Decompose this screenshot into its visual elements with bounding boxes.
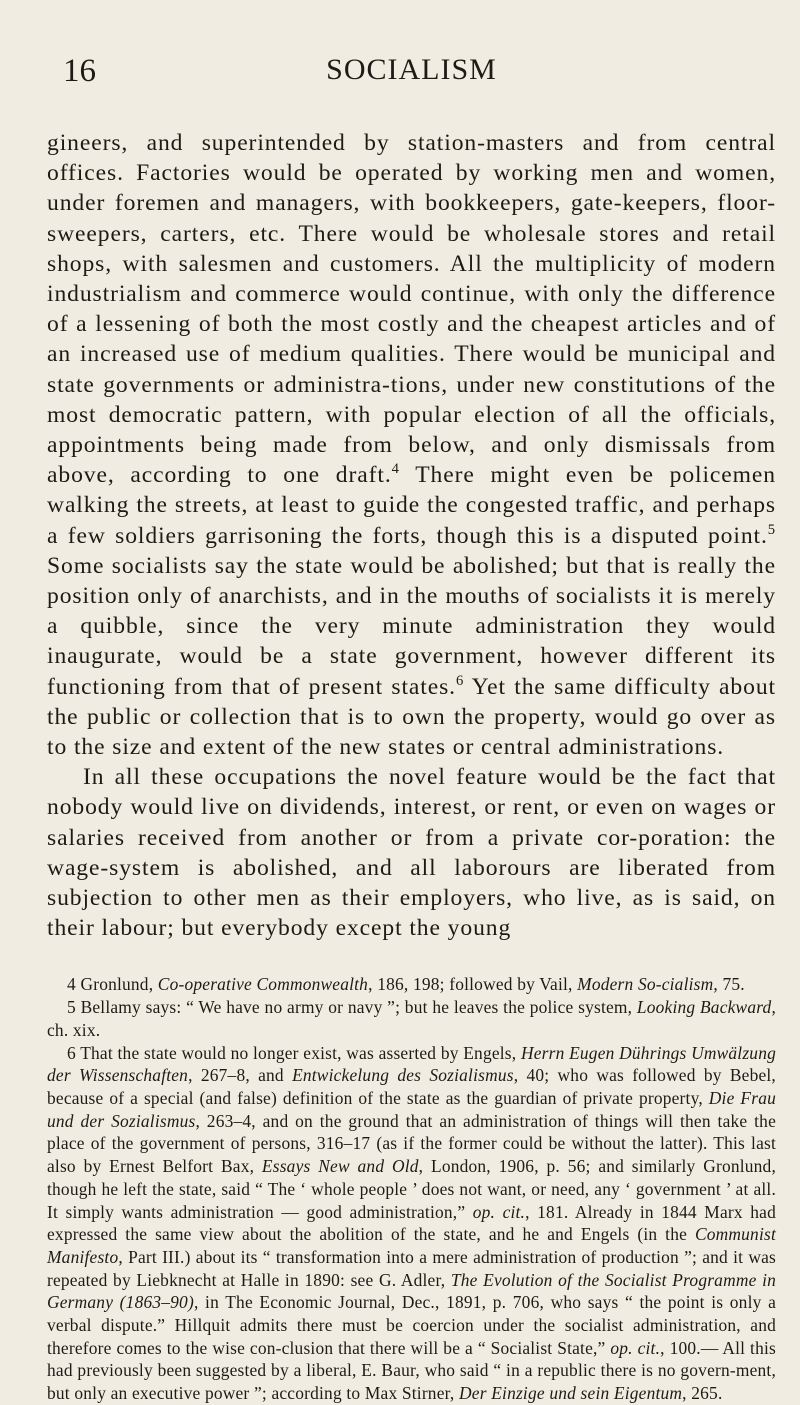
footnote-text: , 40; who was followed by Bebel, because of a special (and false) definition of the state as the guardian of private property, bbox=[47, 1065, 776, 1108]
footnote-text: , 267–8, and bbox=[188, 1065, 293, 1086]
page-number: 16 bbox=[63, 53, 96, 89]
footnote-title: Looking Backward bbox=[636, 997, 772, 1018]
footnote-5 bbox=[47, 996, 776, 1041]
body-paragraph-2: In all these occupations the novel feature would be the fact that nobody would live on dividends, interest, or rent, or even on wages or salaries received from another or from a private cor-poration: the wage-system is abolished, and all laborours are liberated from subjection to other men as their employers, who live, as is said, on their labour; but everybody except the young bbox=[47, 764, 776, 942]
footnote-text: , 265. bbox=[682, 1383, 723, 1404]
running-title: SOCIALISM bbox=[326, 53, 497, 86]
footnote-ref-4: 4 bbox=[391, 461, 400, 478]
body-text-segment: There might even be policemen walking the streets, at least to guide the congested traffic, and perhaps a few soldiers garrisoning the forts, though this is a disputed point. bbox=[47, 462, 776, 549]
footnote-title: op. cit. bbox=[472, 1201, 526, 1222]
body-text-segment: Some socialists say the state would be abolished; but that is really the position only of anarchists, and in the mouths of socialists it is merely a quibble, since the very minute administration they would inaugurate, would be a state government, however different its functioning from that of present states. bbox=[47, 552, 776, 700]
footnote-ref-5: 5 bbox=[767, 521, 776, 538]
footnote-text: , Part III.) about its “ transformation into a mere administration of production ”; and it was repeated by Liebknecht at Halle in 1890: see G. Adler, bbox=[47, 1246, 776, 1290]
footnote-text: , 75. bbox=[713, 974, 745, 995]
running-head bbox=[47, 0, 776, 89]
footnote-text: , London, 1906, p. 56; and similarly Gronlund, though he left the state, said “ The ‘ whole people ’ does not want, or need, any ‘ government ’ at all. It simply wants administration — good administration,” bbox=[47, 1156, 777, 1222]
footnote-title: Essays New and Old bbox=[261, 1156, 419, 1177]
footnote-text: 6 That the state would no longer exist, was asserted by Engels, bbox=[67, 1042, 521, 1063]
footnote-title: Die Frau und der Sozialismus bbox=[47, 1088, 776, 1131]
footnote-text: , 100.— All this had previously been suggested by a liberal, E. Baur, who said “ in a republic there is no govern-ment, but only an executive power ”; according to Max Stirner, bbox=[47, 1337, 776, 1404]
footnote-title: Communist Manifesto bbox=[47, 1224, 776, 1267]
footnote-text: , ch. xix. bbox=[47, 997, 777, 1040]
footnote-title: Herrn Eugen Dührings Umwälzung der Wissenschaften bbox=[47, 1042, 776, 1086]
footnote-4 bbox=[47, 973, 776, 996]
footnote-title: op. cit. bbox=[610, 1337, 661, 1358]
body-paragraph-1 bbox=[47, 128, 776, 762]
footnote-title: Der Einzige und sein Eigentum bbox=[459, 1383, 683, 1404]
footnote-title: Entwickelung des Sozialismus bbox=[292, 1065, 514, 1086]
footnote-title: Co-operative Commonwealth bbox=[157, 974, 369, 995]
footnote-text: 4 Gronlund, bbox=[67, 974, 158, 995]
footnote-text: , 186, 198; followed by Vail, bbox=[368, 974, 578, 995]
footnote-ref-6: 6 bbox=[455, 672, 465, 689]
footnote-text: , 263–4, and on the ground that an administration of things will then take the place of the government of persons, 316–17 (as if the former could be without the latter). This last also by Ernest Belfort Bax, bbox=[47, 1110, 776, 1177]
footnote-6 bbox=[47, 1042, 776, 1405]
footnote-text: 5 Bellamy says: “ We have no army or navy ”; but he leaves the police system, bbox=[67, 997, 637, 1018]
body-text-segment: Yet the same difficulty about the public or collection that is to own the property, would go over as to the size and extent of the new states or central administrations. bbox=[47, 673, 776, 761]
footnote-text: , 181. Already in 1844 Marx had expressed the same view about the abolition of the state, and he and Engels (in the bbox=[47, 1201, 776, 1245]
footnote-text: , in The Economic Journal, Dec., 1891, p. 706, who says “ the point is only a verbal dispute.” Hillquit admits there must be coercion under the socialist administration, and therefore comes to the wise con-clusion that there will be a “ Socialist State,” bbox=[47, 1292, 776, 1358]
footnote-title: Modern So-cialism bbox=[577, 974, 714, 995]
body-text bbox=[47, 128, 776, 943]
footnotes bbox=[47, 973, 776, 1404]
body-text-segment: gineers, and superintended by station-masters and from central offices. Factories would be operated by working men and women, under foremen and managers, with bookkeepers, gate-keepers, floor-sweepers, carters, etc. There would be wholesale stores and retail shops, with salesmen and customers. All the multiplicity of modern industrialism and commerce would continue, with only the difference of a lessening of both the most costly and the cheapest articles and of an increased use of medium qualities. There would be municipal and state governments or administra-tions, under new constitutions of the most democratic pattern, with popular election of all the officials, appointments being made from below, and only dismissals from above, according to one draft. bbox=[47, 130, 776, 489]
footnote-title: The Evolution of the Socialist Programme in Germany (1863–90) bbox=[47, 1269, 777, 1313]
